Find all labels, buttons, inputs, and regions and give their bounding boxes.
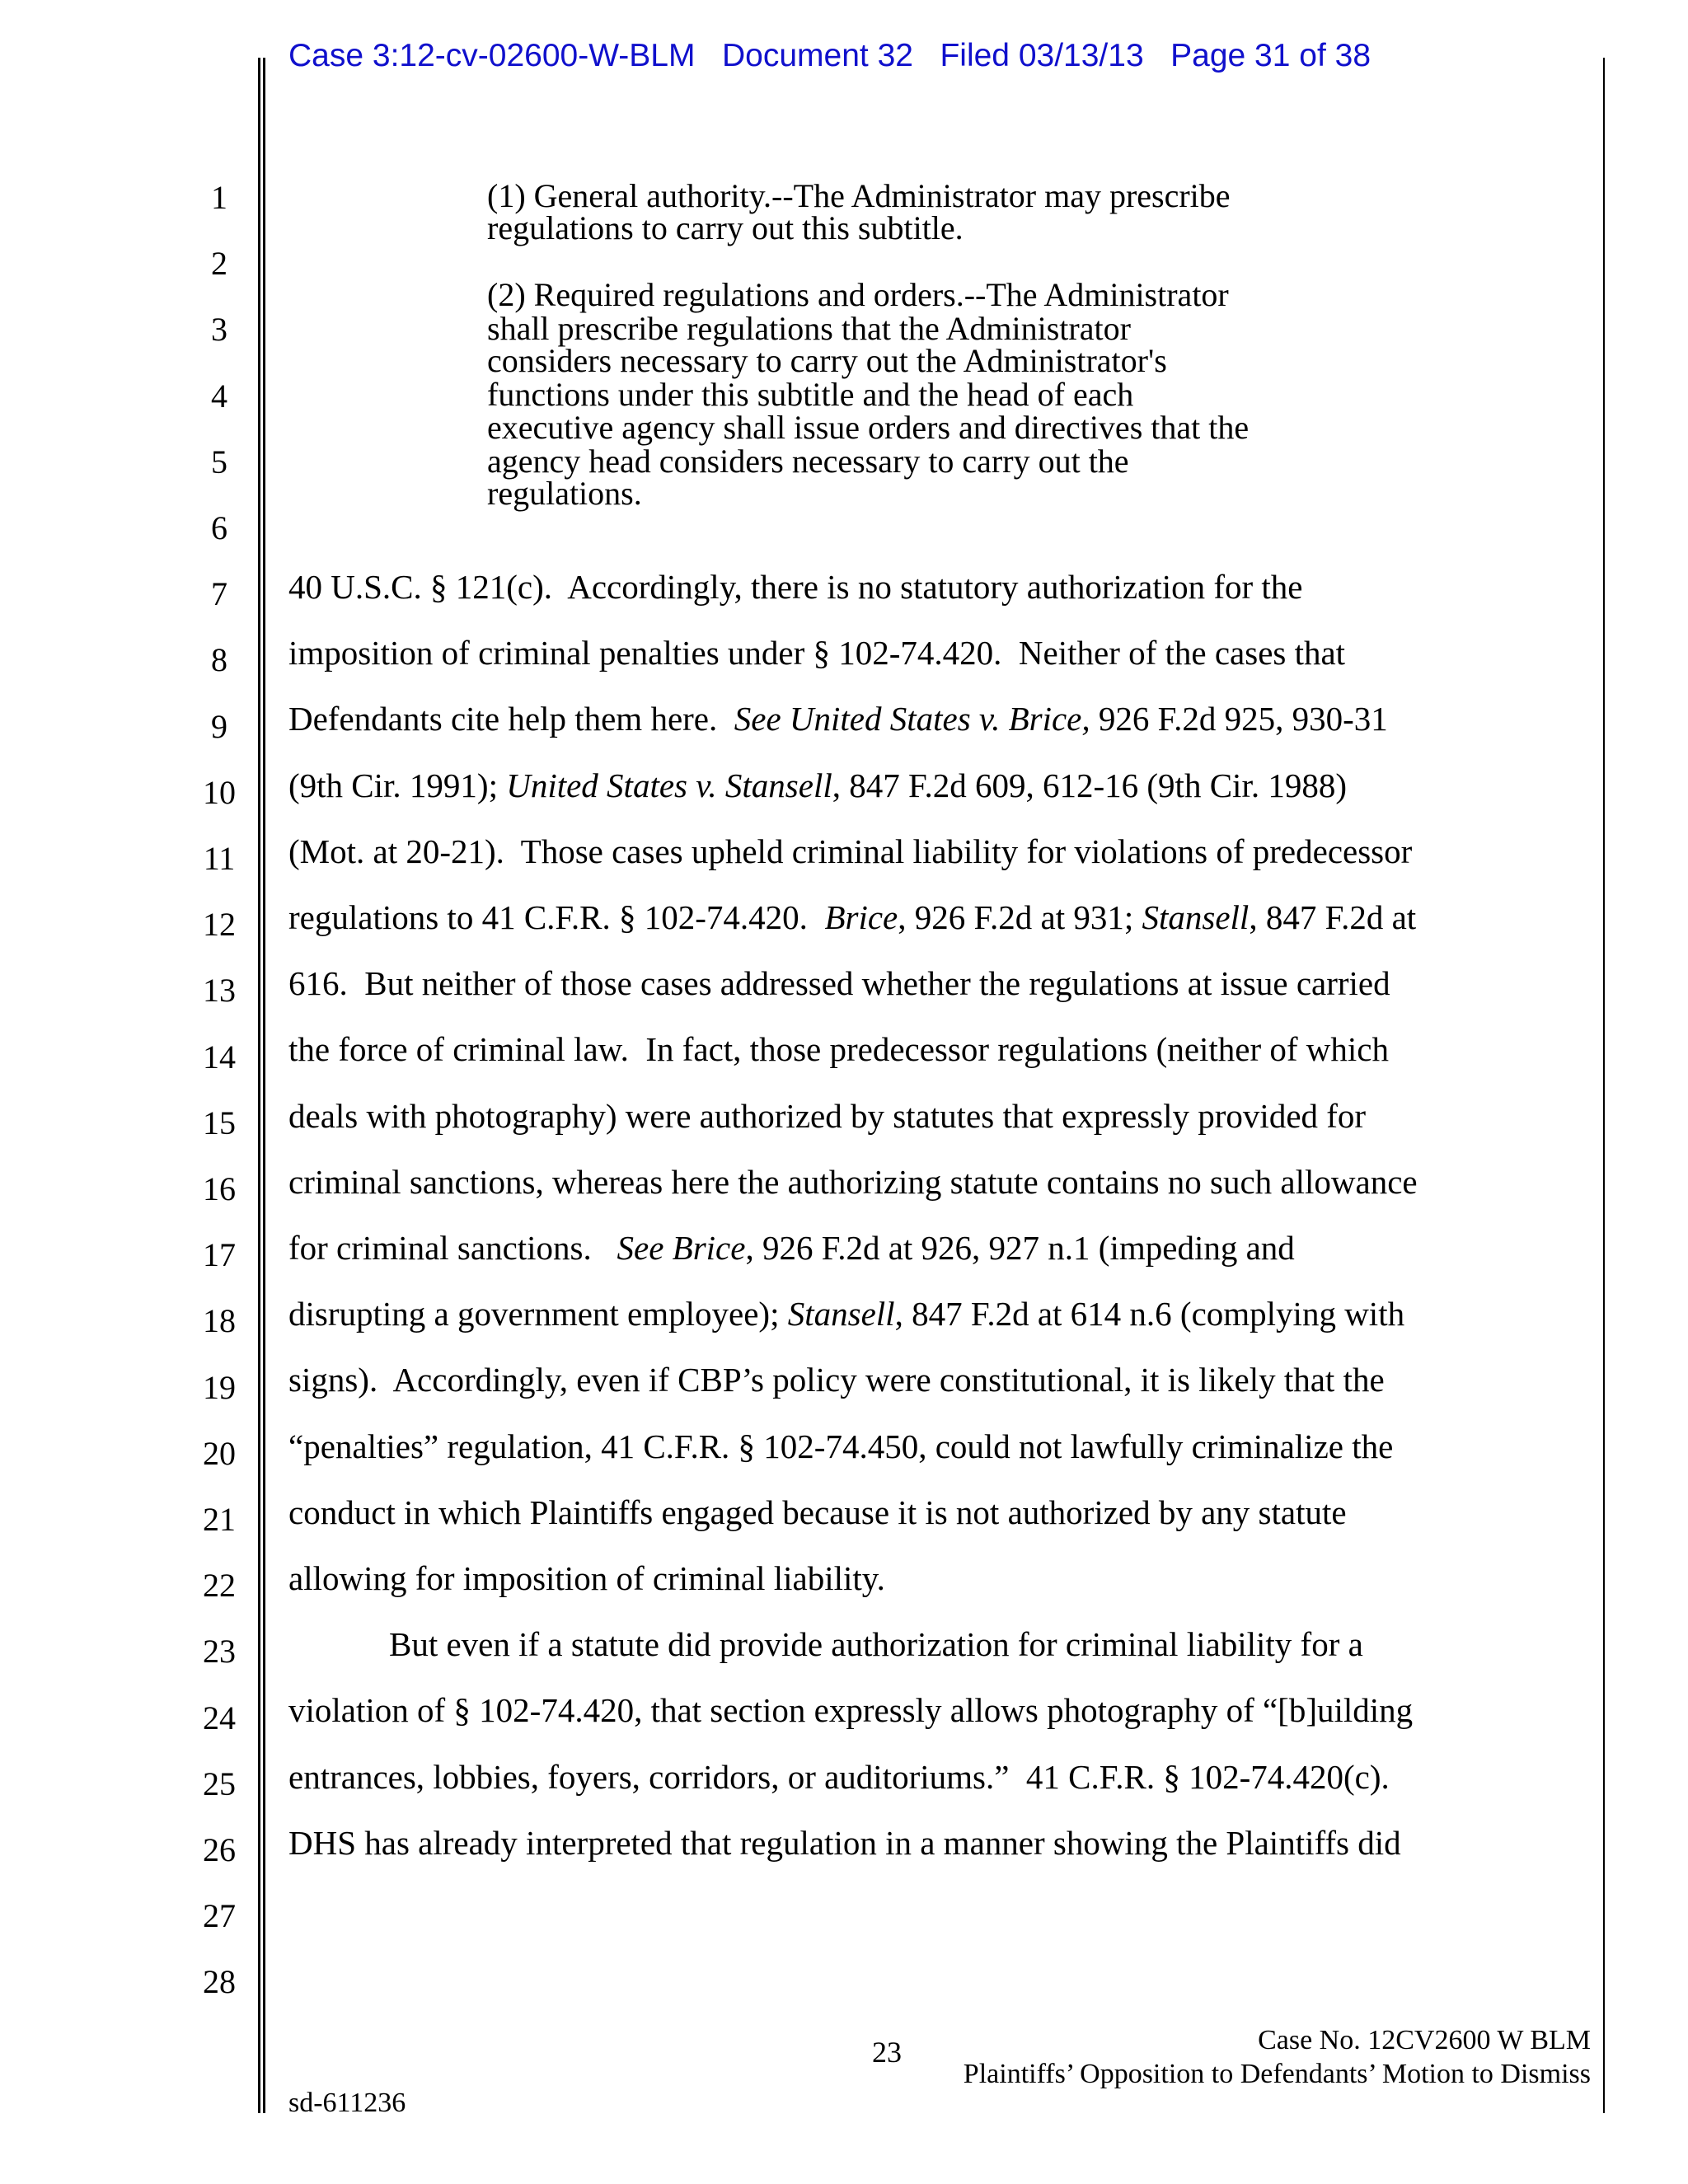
line-number: 13 — [203, 972, 236, 1010]
right-margin-rule — [1603, 58, 1605, 2113]
body-line — [288, 963, 1390, 1004]
text-segment: 926 F.2d 925, 930-31 — [1090, 700, 1388, 738]
body-line — [288, 1095, 1366, 1137]
left-margin-rule-inner — [263, 58, 265, 2113]
text-segment: , 926 F.2d at 931; — [898, 898, 1142, 936]
quote-line: regulations. — [487, 475, 642, 512]
quote-line: shall prescribe regulations that the Administrator — [487, 310, 1131, 347]
line-number: 5 — [211, 443, 227, 480]
text-segment: regulations to 41 C.F.R. § 102-74.420. — [288, 898, 825, 936]
body-line — [288, 765, 1347, 806]
case-citation: United States v. Stansell — [506, 766, 832, 804]
line-number: 20 — [203, 1434, 236, 1472]
line-number: 19 — [203, 1368, 236, 1406]
footer-document-id: sd-611236 — [288, 2088, 406, 2118]
text-segment: Defendants cite help them here. — [288, 700, 734, 738]
ecf-header: Case 3:12-cv-02600-W-BLM Document 32 Filed 03/13/13 Page 31 of 38 — [288, 38, 1372, 73]
text-segment: DHS has already interpreted that regulation in a manner showing the Plaintiffs did — [288, 1823, 1401, 1862]
line-number: 16 — [203, 1170, 236, 1207]
line-number: 7 — [211, 575, 227, 613]
line-number: 11 — [203, 840, 236, 877]
line-number: 10 — [203, 773, 236, 811]
footer-document-title: Plaintiffs’ Opposition to Defendants’ Motion to Dismiss — [963, 2059, 1591, 2089]
body-line — [288, 1426, 1393, 1467]
line-number: 4 — [211, 377, 227, 415]
case-citation: Brice — [824, 898, 898, 936]
body-line — [288, 632, 1345, 673]
text-segment: 616. But neither of those cases addressed whether the regulations at issue carried — [288, 964, 1390, 1003]
line-number: 1 — [211, 179, 227, 216]
line-number: 21 — [203, 1501, 236, 1538]
case-citation: See United States v. Brice, — [734, 700, 1090, 738]
quote-line: executive agency shall issue orders and directives that the — [487, 409, 1250, 446]
quote-line: agency head considers necessary to carry out the — [487, 443, 1129, 480]
body-line — [288, 1359, 1385, 1400]
text-segment: allowing for imposition of criminal liability. — [288, 1559, 885, 1597]
text-segment: 40 U.S.C. § 121(c). Accordingly, there is no statutory authorization for the — [288, 568, 1303, 606]
case-citation: Stansell — [787, 1295, 895, 1333]
line-number: 24 — [203, 1699, 236, 1736]
case-citation: See Brice — [617, 1229, 746, 1267]
body-line — [288, 1029, 1389, 1070]
body-line — [288, 1161, 1418, 1202]
quote-line: (2) Required regulations and orders.--The Administrator — [487, 276, 1229, 313]
text-segment: , 847 F.2d at 614 n.6 (complying with — [894, 1295, 1405, 1333]
line-number: 26 — [203, 1831, 236, 1868]
line-number: 12 — [203, 906, 236, 944]
body-line — [288, 1690, 1413, 1731]
text-segment: , 926 F.2d at 926, 927 n.1 (impeding and — [745, 1229, 1295, 1267]
body-line — [288, 831, 1412, 872]
text-segment: conduct in which Plaintiffs engaged because it is not authorized by any statute — [288, 1493, 1347, 1531]
text-segment: disrupting a government employee); — [288, 1295, 788, 1333]
left-margin-rule-outer — [258, 58, 260, 2113]
line-number: 3 — [211, 311, 227, 349]
text-segment: signs). Accordingly, even if CBP’s policy were constitutional, it is likely that the — [288, 1361, 1385, 1399]
body-line — [288, 698, 1388, 739]
body-line — [288, 1756, 1390, 1797]
body-line — [288, 1227, 1295, 1268]
line-number: 28 — [203, 1963, 236, 2001]
text-segment: (Mot. at 20-21). Those cases upheld criminal liability for violations of predecessor — [288, 832, 1413, 870]
quote-line: considers necessary to carry out the Administrator's — [487, 342, 1167, 379]
text-segment: (9th Cir. 1991); — [288, 766, 507, 804]
text-segment: for criminal sanctions. — [288, 1229, 617, 1267]
body-line — [389, 1624, 1363, 1665]
line-number: 25 — [203, 1765, 236, 1802]
text-segment: deals with photography) were authorized by statutes that expressly provided for — [288, 1096, 1367, 1135]
line-number: 15 — [203, 1104, 236, 1141]
text-segment: , 847 F.2d at — [1249, 898, 1417, 936]
text-segment: violation of § 102-74.420, that section expressly allows photography of “[b]uilding — [288, 1691, 1414, 1730]
body-line — [288, 1492, 1347, 1533]
body-line — [288, 566, 1303, 607]
line-number: 18 — [203, 1302, 236, 1340]
line-number: 8 — [211, 641, 227, 679]
text-segment: imposition of criminal penalties under § 102-74.420. Neither of the cases that — [288, 634, 1346, 673]
body-line — [288, 1558, 885, 1599]
line-number: 14 — [203, 1038, 236, 1076]
quote-line: regulations to carry out this subtitle. — [487, 209, 964, 246]
line-number: 22 — [203, 1567, 236, 1605]
text-segment: criminal sanctions, whereas here the authorizing statute contains no such allowance — [288, 1162, 1418, 1201]
quote-line: (1) General authority.--The Administrator may prescribe — [487, 177, 1231, 214]
text-segment: entrances, lobbies, foyers, corridors, or auditoriums.” 41 C.F.R. § 102-74.420(c). — [288, 1757, 1390, 1796]
case-citation: Stansell — [1142, 898, 1250, 936]
text-segment: But even if a statute did provide authorization for criminal liability for a — [389, 1625, 1363, 1664]
body-line — [288, 1822, 1401, 1863]
body-line — [288, 897, 1416, 938]
text-segment: the force of criminal law. In fact, those predecessor regulations (neither of which — [288, 1030, 1390, 1069]
line-number: 23 — [203, 1633, 236, 1671]
footer-case-number: Case No. 12CV2600 W BLM — [1258, 2025, 1591, 2055]
text-segment: , 847 F.2d 609, 612-16 (9th Cir. 1988) — [832, 766, 1347, 804]
line-number: 6 — [211, 509, 227, 546]
line-number: 9 — [211, 707, 227, 745]
line-number: 2 — [211, 245, 227, 283]
line-number: 27 — [203, 1897, 236, 1935]
body-line — [288, 1293, 1404, 1334]
page-number: 23 — [872, 2036, 902, 2069]
line-number: 17 — [203, 1236, 236, 1274]
quote-line: functions under this subtitle and the head of each — [487, 376, 1134, 413]
text-segment: “penalties” regulation, 41 C.F.R. § 102-74.450, could not lawfully criminalize the — [288, 1427, 1394, 1465]
